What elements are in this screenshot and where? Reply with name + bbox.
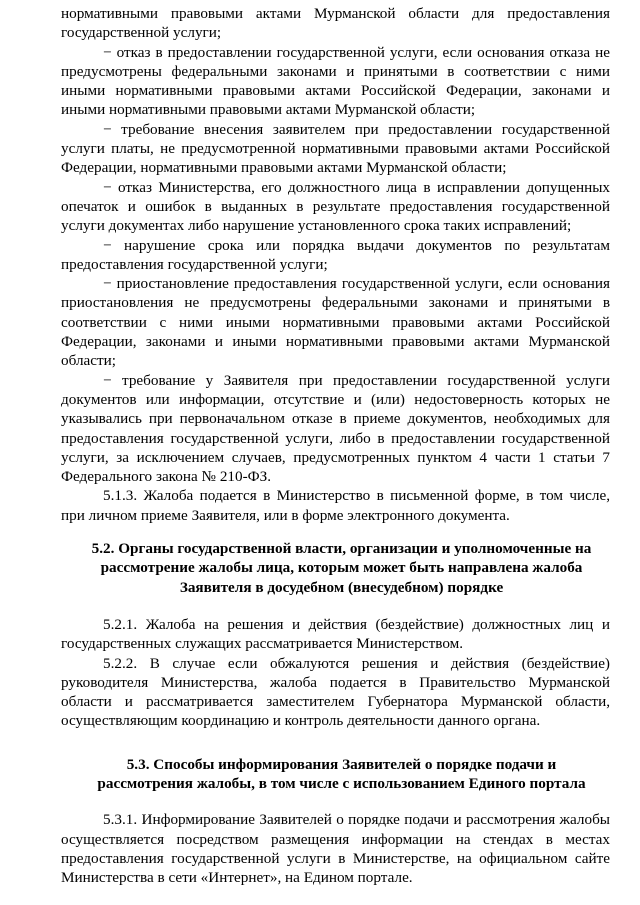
paragraph-5-2-2: 5.2.2. В случае если обжалуются решения и действия (бездействие) руководителя Министерства, жалоба подается в Правительство Мурманской области и рассматривается заместителем Губернатора Мурманской области, осуществляющим координацию и контроль деятельности данного органа.	[61, 654, 610, 730]
paragraph-5-3-1: 5.3.1. Информирование Заявителей о порядке подачи и рассмотрения жалобы осуществляется посредством размещения информации на стендах в местах предоставления государственной услуги в Министерстве, на официальном сайте Министерства в сети «Интернет», на Едином портале.	[61, 811, 610, 887]
list-item-fee-requirement: − требование внесения заявителем при предоставлении государственной услуги платы, не предусмотренной нормативными правовыми актами Российской Федерации, нормативными правовыми актами Мурманской области;	[61, 120, 610, 177]
section-heading-5-3: 5.3. Способы информирования Заявителей о порядке подачи и рассмотрения жалобы, в том числе с использованием Единого портала	[97, 755, 586, 792]
document-page	[61, 4, 610, 887]
list-item-deadline-violation: − нарушение срока или порядка выдачи документов по результатам предоставления государственной услуги;	[61, 236, 610, 273]
list-item-document-requirement: − требование у Заявителя при предоставлении государственной услуги документов или информации, отсутствие и (или) недостоверность которых не указывались при первоначальном отказе в приеме документов, необходимых для предоставления государственной услуги, либо в предоставлении государственной услуги, за исключением случаев, предусмотренных пунктом 4 части 1 статьи 7 Федерального закона № 210-ФЗ.	[61, 371, 610, 486]
paragraph-5-2-1: 5.2.1. Жалоба на решения и действия (бездействие) должностных лиц и государственных служащих рассматривается Министерством.	[61, 615, 610, 653]
paragraph-continuation: нормативными правовыми актами Мурманской области для предоставления государственной услуги;	[61, 5, 610, 42]
list-item-refusal: − отказ в предоставлении государственной услуги, если основания отказа не предусмотрены федеральными законами и принятыми в соответствии с ними иными нормативными правовыми актами Российской Федерации, законами и иными нормативными правовыми актами Мурманской области;	[61, 43, 610, 119]
list-item-suspension: − приостановление предоставления государственной услуги, если основания приостановления не предусмотрены федеральными законами и принятыми в соответствии с ними иными нормативными правовыми актами Российской Федерации, законами и иными нормативными правовыми актами Мурманской области;	[61, 275, 610, 370]
paragraph-5-1-3: 5.1.3. Жалоба подается в Министерство в письменной форме, в том числе, при личном приеме Заявителя, или в форме электронного документа.	[61, 487, 610, 524]
list-item-correction-refusal: − отказ Министерства, его должностного лица в исправлении допущенных опечаток и ошибок в выданных в результате предоставления государственной услуги документах либо нарушение установленного срока таких исправлений;	[61, 178, 610, 235]
section-heading-5-2: 5.2. Органы государственной власти, организации и уполномоченные на рассмотрение жалобы лица, которым может быть направлена жалоба Заявителя в досудебном (внесудебном) порядке	[91, 540, 592, 596]
